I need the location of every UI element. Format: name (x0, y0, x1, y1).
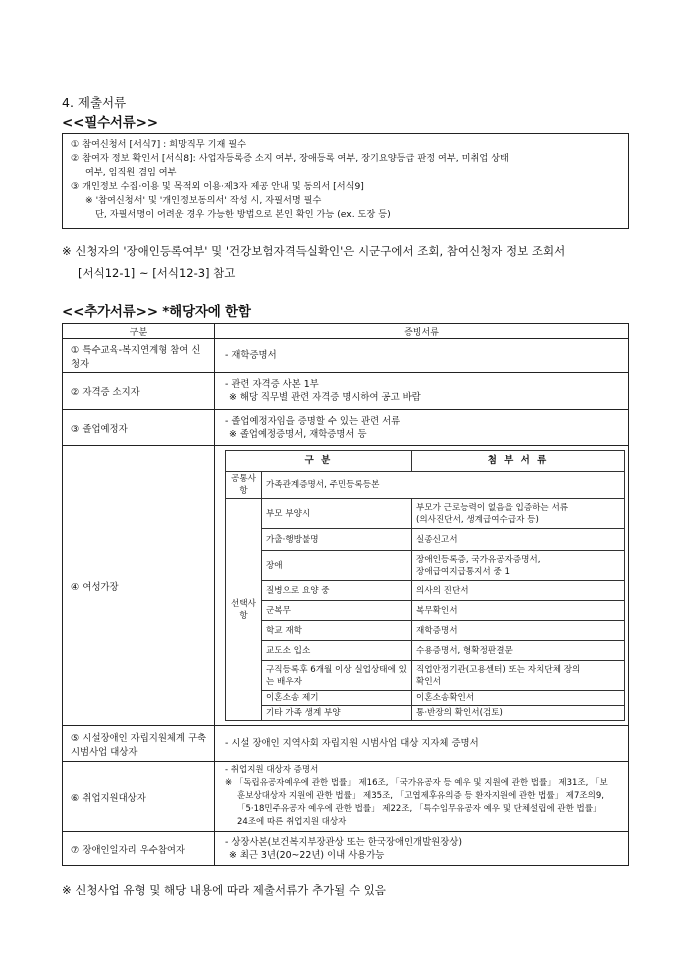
inner-row (226, 551, 625, 581)
inner-docs (412, 706, 625, 721)
inner-docs (412, 691, 625, 706)
inner-docs (412, 641, 625, 661)
doc-line: - 졸업예정자임을 증명할 수 있는 관련 서류 (225, 415, 401, 427)
table-row (63, 339, 629, 373)
inner-case: 가출·행방불명 (262, 529, 412, 551)
doc-line: - 시설 장애인 지역사회 자립지원 시범사업 대상 지자체 증명서 (225, 738, 479, 749)
inner-doc-line: 직업안정기관(고용센터) 또는 자치단체 장의 (416, 664, 581, 675)
row-docs (215, 726, 629, 762)
doc-line: - 재학증명서 (225, 350, 277, 361)
inner-case: 학교 재학 (262, 621, 412, 641)
required-docs-box (62, 133, 629, 229)
doc-line: 훈보상대상자 지원에 관한 법률」 제35조, 「고엽제후유의증 등 환자지원에 관한 법률」 제7조의9, (237, 791, 604, 801)
inner-docs (412, 499, 625, 529)
inner-case: 구직등록후 6개월 이상 실업상태에 있는 배우자 (262, 661, 412, 691)
doc-line: ※ 졸업예정증명서, 재학증명서 등 (229, 428, 367, 440)
inner-docs (412, 661, 625, 691)
required-item: ① 참여신청서 [서식7] : 희망직무 기재 필수 (71, 139, 246, 150)
inner-row (226, 601, 625, 621)
header-category: 구분 (63, 324, 215, 339)
inner-row (226, 472, 625, 499)
doc-line: - 취업지원 대상자 증명서 (225, 765, 319, 775)
inner-doc-line: (의사진단서, 생계급여수급자 등) (416, 514, 539, 525)
doc-line: ※ 최근 3년(20~22년) 이내 사용가능 (229, 849, 385, 861)
inner-row (226, 529, 625, 551)
inner-case: 장애 (262, 551, 412, 581)
inner-case: 질병으로 요양 중 (262, 581, 412, 601)
inner-row (226, 661, 625, 691)
header-documents: 증빙서류 (215, 324, 629, 339)
required-note-line: [서식12-1] ~ [서식12-3] 참고 (78, 266, 236, 280)
row-category: ① 특수교육-복지연계형 참여 신청자 (63, 339, 215, 373)
required-item: 여부, 임직원 겸임 여부 (85, 167, 177, 178)
doc-line: - 관련 자격증 사본 1부 (225, 379, 319, 390)
inner-docs (412, 551, 625, 581)
inner-common-label: 공통사항 (226, 472, 262, 499)
row-docs (215, 832, 629, 866)
doc-line: - 상장사본(보건복지부장관상 또는 한국장애인개발원장상) (225, 836, 462, 848)
inner-docs (412, 581, 625, 601)
required-item: ※ '참여신청서' 및 '개인정보동의서' 작성 시, 자필서명 필수 (85, 195, 322, 206)
inner-common-docs: 가족관계증명서, 주민등록등본 (262, 472, 625, 499)
inner-case: 기타 가족 생계 부양 (262, 706, 412, 721)
inner-row (226, 706, 625, 721)
inner-row (226, 621, 625, 641)
row-docs (215, 762, 629, 832)
required-docs-title: <<필수서류>> (62, 115, 158, 131)
required-note-line: ※ 신청자의 '장애인등록여부' 및 '건강보험자격득실확인'은 시군구에서 조회, 참여신청자 정보 조회서 (62, 244, 566, 258)
inner-doc-line: 재학증명서 (416, 625, 458, 636)
table-row (63, 762, 629, 832)
inner-doc-line: 확인서 (416, 676, 441, 687)
inner-row (226, 499, 625, 529)
inner-doc-line: 장애인등록증, 국가유공자증명서, (416, 554, 541, 565)
inner-header-row (226, 451, 625, 472)
inner-case: 부모 부양시 (262, 499, 412, 529)
row-category: ⑤ 시설장애인 자립지원체계 구축 시범사업 대상자 (63, 726, 215, 762)
inner-row (226, 581, 625, 601)
row-docs (215, 446, 629, 726)
inner-doc-line: 통·반장의 확인서(검토) (416, 708, 503, 718)
inner-case: 군복무 (262, 601, 412, 621)
inner-select-label: 선택사항 (226, 499, 262, 721)
row-category: ③ 졸업예정자 (63, 410, 215, 446)
doc-line: ※ 「독립유공자예우에 관한 법률」 제16조, 「국가유공자 등 예우 및 지원에 관한 법률」 제31조, 「보 (225, 778, 608, 788)
required-item: 단, 자필서명이 어려운 경우 가능한 방법으로 본인 확인 가능 (ex. 도장 등) (95, 209, 391, 220)
table-row (63, 726, 629, 762)
row-category: ④ 여성가장 (63, 446, 215, 726)
required-item: ③ 개인정보 수집·이용 및 목적외 이용·제3자 제공 안내 및 동의서 [서식9] (71, 181, 364, 192)
inner-doc-line: 의사의 진단서 (416, 585, 469, 596)
row-docs (215, 339, 629, 373)
inner-case: 교도소 입소 (262, 641, 412, 661)
doc-line: 24조에 따른 취업지원 대상자 (237, 817, 347, 827)
closing-note: ※ 신청사업 유형 및 해당 내용에 따라 제출서류가 추가될 수 있음 (62, 883, 386, 897)
inner-doc-line: 복무확인서 (416, 605, 458, 616)
table-row (63, 446, 629, 726)
inner-docs (412, 621, 625, 641)
inner-row (226, 641, 625, 661)
row-docs (215, 373, 629, 410)
table-header-row (63, 324, 629, 339)
table-row (63, 832, 629, 866)
inner-row (226, 691, 625, 706)
inner-docs (412, 529, 625, 551)
inner-docs-table (225, 450, 625, 721)
inner-header-category: 구 분 (226, 451, 412, 472)
row-category: ⑥ 취업지원대상자 (63, 762, 215, 832)
row-category: ⑦ 장애인일자리 우수참여자 (63, 832, 215, 866)
inner-doc-line: 수용증명서, 형확정판결문 (416, 645, 513, 656)
additional-docs-title: <<추가서류>> *해당자에 한함 (62, 304, 251, 320)
inner-doc-line: 이혼소송확인서 (416, 693, 475, 703)
inner-docs (412, 601, 625, 621)
doc-line: ※ 해당 직무별 관련 자격증 명시하여 공고 바람 (229, 392, 421, 403)
table-row (63, 410, 629, 446)
inner-header-docs: 첨 부 서 류 (412, 451, 625, 472)
additional-docs-table (62, 323, 629, 866)
inner-doc-line: 부모가 근로능력이 없음을 입증하는 서류 (416, 502, 569, 513)
row-category: ② 자격증 소지자 (63, 373, 215, 410)
table-row (63, 373, 629, 410)
section-title: 4. 제출서류 (62, 95, 127, 110)
required-item: ② 참여자 정보 확인서 [서식8]: 사업자등록증 소지 여부, 장애등록 여부, 장기요양등급 판정 여부, 미취업 상태 (71, 153, 509, 164)
doc-line: 「5·18민주유공자 예우에 관한 법률」 제22조, 「특수임무유공자 예우 및 단체설립에 관한 법률」 (237, 804, 602, 814)
row-docs (215, 410, 629, 446)
inner-case: 이혼소송 제기 (262, 691, 412, 706)
inner-doc-line: 장애급여지급통지서 중 1 (416, 566, 510, 577)
required-note (62, 240, 642, 284)
inner-doc-line: 실종신고서 (416, 534, 458, 545)
